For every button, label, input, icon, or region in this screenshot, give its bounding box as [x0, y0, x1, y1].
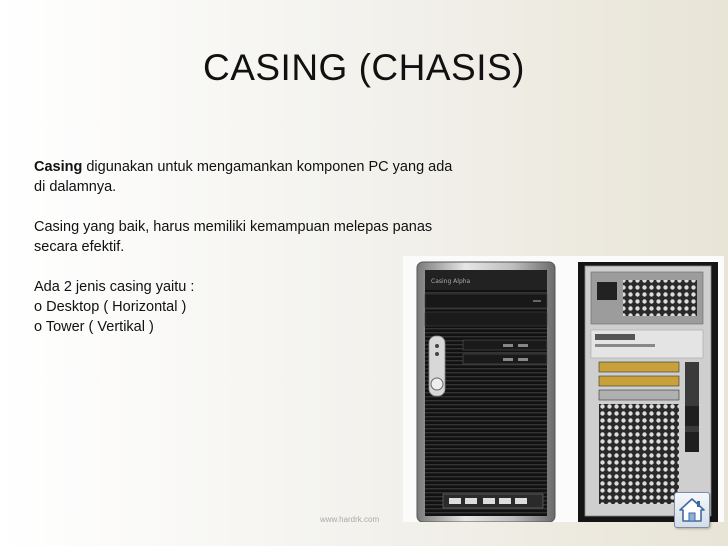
slide-title: CASING (CHASIS) [202, 47, 526, 88]
home-button[interactable] [674, 492, 710, 528]
watermark: www.hardrk.com [320, 515, 380, 524]
bullet-desktop: o Desktop ( Horizontal ) [34, 299, 187, 315]
casing-description: digunakan untuk mengamankan komponen PC yang ada di dalamnya. [34, 159, 453, 195]
paragraph-types: Ada 2 jenis casing yaitu : [34, 279, 195, 295]
paragraph-heat: Casing yang baik, harus memiliki kemampuan melepas panas secara efektif. [34, 219, 433, 255]
home-icon [675, 493, 709, 527]
casing-photo [403, 256, 724, 522]
casing-term: Casing [34, 159, 83, 175]
tower-brand-text: Casing Alpha [431, 278, 471, 285]
bullet-tower: o Tower ( Vertikal ) [34, 319, 154, 335]
tower-front [417, 262, 555, 522]
tower-rear [578, 262, 718, 522]
paragraph-casing [34, 157, 464, 197]
slide-body [34, 157, 464, 337]
